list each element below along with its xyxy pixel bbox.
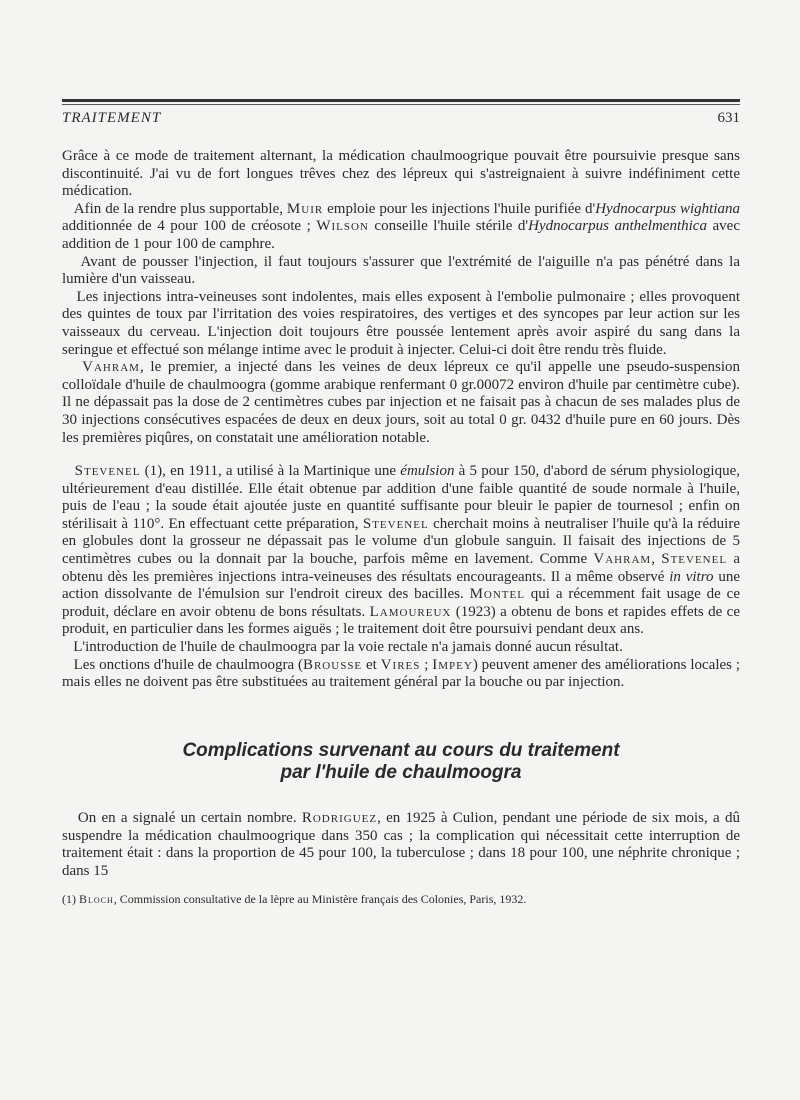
page-number: 631 — [717, 110, 740, 126]
paragraph: On en a signalé un certain nombre. Rodriguez, en 1925 à Culion, pendant une période de six mois, a dû suspendre la médication chaulmoogrique dans 350 cas ; la complication qui nécessitait cette interruption de traitement était : dans la proportion de 45 pour 100, la tuberculose ; dans 18 pour 100, une néphrite chronique ; dans 15 — [62, 810, 740, 879]
author-name: Vahram — [82, 359, 140, 376]
page-header — [62, 110, 740, 132]
author-name: Muir — [286, 200, 324, 217]
author-name: Impey — [432, 656, 473, 673]
paragraph: Les injections intra-veineuses sont indolentes, mais elles exposent à l'embolie pulmonaire ; elles provoquent des quintes de toux par l'irritation des voies respiratoires, des vertiges et des syncopes par leur action sur les vaisseaux du cerveau. L'injection doit toujours être poussée lentement après avoir aspiré du sang dans la seringue et effectué son mélange intime avec le produit à injecter. Celui-ci doit être rendu très fluide. — [62, 288, 741, 358]
species-name: Hydnocarpus wightiana — [595, 200, 740, 217]
paragraph: L'introduction de l'huile de chaulmoogra par la voie rectale n'a jamais donné aucun résultat. — [73, 639, 623, 656]
header-rule-thin — [62, 104, 740, 105]
footnote: (1) Bloch, Commission consultative de la lèpre au Ministère français des Colonies, Paris, 1932. — [62, 892, 527, 906]
paragraph: Avant de pousser l'injection, il faut toujours s'assurer que l'extrémité de l'aiguille n'a pas pénétré dans la lumière d'un vaisseau. — [62, 253, 740, 288]
paragraph: Grâce à ce mode de traitement alternant, la médication chaulmoogrique pouvait être poursuivie presque sans discontinuité. J'ai vu de fort longues trêves chez des lépreux qui s'astreignaient à suivre indéfiniment cette médication. — [62, 148, 740, 200]
paragraph: Stevenel (1), en 1911, a utilisé à la Martinique une émulsion à 5 pour 150, d'abord de sérum physiologique, ultérieurement d'eau distillée. Elle était obtenue par addition d'une faible quantité de soude normale à l'huile, puis de l'eau ; la soude était ajoutée juste en quantité suffisante pour bleuir le papier de tournesol ; enfin on stérilisait à 110°. En effectuant cette préparation, Stevenel cherchait moins à neutraliser l'huile qu'à la réduire en globules dont la grosseur ne dépassait pas le volume d'un globule sanguin. Il faisait des injections de 5 centimètres cubes ou la donnait par la bouche, parfois même en lavement. Comme Vahram, Stevenel a obtenu dès les premières injections intra-veineuses des résultats encourageants. Il a même observé in vitro une action dissolvante de l'émulsion sur l'endroit cireux des bacilles. Montel qui a récemment fait usage de ce produit, déclare en avoir obtenu de bons résultats. Lamoureux (1923) a obtenu de bons et rapides effets de ce produit, en particulier dans les formes aiguës ; le traitement doit être poursuivi pendant deux ans. — [62, 463, 741, 638]
running-title: TRAITEMENT — [62, 110, 162, 126]
author-name: Lamoureux — [369, 603, 452, 620]
section-body — [62, 810, 740, 880]
author-name: Vires — [380, 656, 421, 673]
main-body — [62, 148, 740, 692]
paragraph: Afin de la rendre plus supportable, Muir emploie pour les injections l'huile purifiée d'Hydnocarpus wightiana additionnée de 4 pour 100 de créosote ; Wilson conseille l'huile stérile d'Hydnocarpus anthelmenthica avec addition de 1 pour 100 de camphre. — [62, 200, 740, 252]
emphasis: in vitro — [669, 568, 714, 585]
species-name: Hydnocarpus anthelmenthica — [528, 218, 707, 235]
author-name: Wilson — [316, 218, 369, 235]
paragraph: Vahram, le premier, a injecté dans les veines de deux lépreux ce qu'il appelle une pseudo-suspension colloïdale d'huile de chaulmoogra (gomme arabique renfermant 0 gr.00072 environ d'huile par centimètre cube). Il ne dépassait pas la dose de 2 centimètres cubes par injection et ne faisait pas à chacun de ses malades plus de 30 injections consécutives espacées de deux en deux jours, soit au total 0 gr. 0432 d'huile pure en 60 jours. Dès les premières piqûres, on constatait une amélioration notable. — [62, 359, 741, 446]
author-name: Montel — [469, 586, 525, 603]
author-name: Bloch — [79, 892, 114, 906]
header-rule — [62, 99, 740, 102]
emphasis: émulsion — [400, 463, 455, 480]
author-name: Stevenel — [362, 515, 429, 532]
paragraph: Les onctions d'huile de chaulmoogra (Brousse et Vires ; Impey) peuvent amener des améliorations locales ; mais elles ne doivent pas être substituées au traitement général par la bouche ou par injection. — [62, 656, 740, 691]
author-name: Brousse — [302, 656, 363, 673]
author-name: Rodriguez — [301, 810, 378, 826]
footnote-marker: (1) — [62, 892, 79, 906]
author-name: Vahram — [593, 551, 652, 568]
author-name: Stevenel — [661, 551, 728, 568]
section-heading: Complications survenant au cours du traitement par l'huile de chaulmoogra — [182, 740, 620, 783]
author-name: Stevenel — [74, 463, 141, 480]
